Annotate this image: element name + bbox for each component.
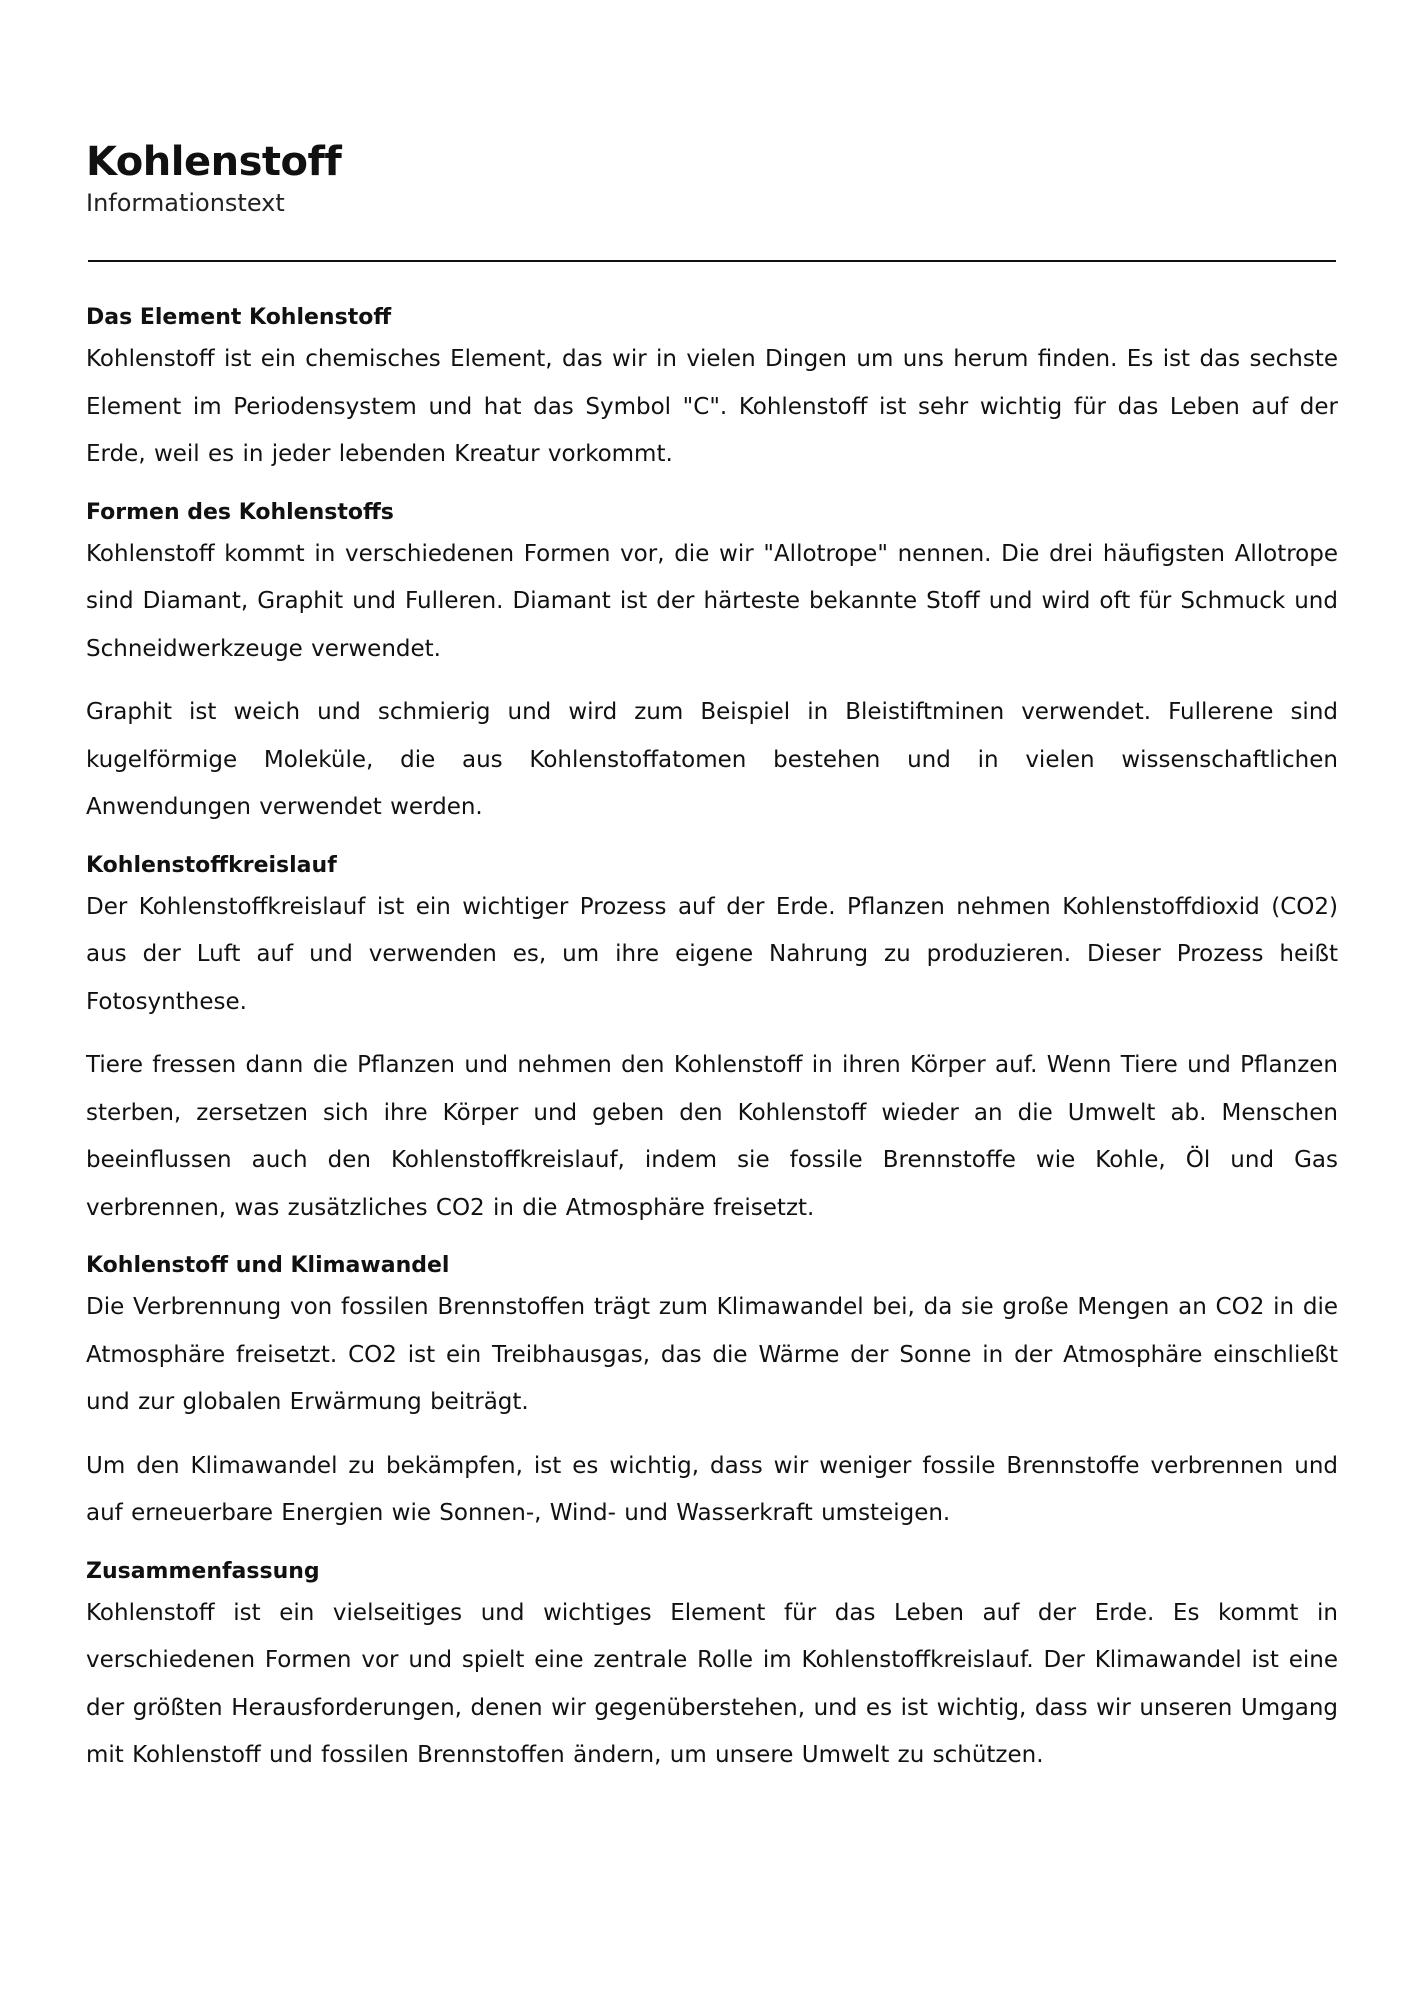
paragraph: Die Verbrennung von fossilen Brennstoffen trägt zum Klimawandel bei, da sie große Mengen an CO2 in die Atmosphäre freisetzt. CO2 ist ein Treibhausgas, das die Wärme der Sonne in der Atmosphäre einschließt und zur globalen Erwärmung beiträgt.: [86, 1294, 1338, 1415]
paragraph: Tiere fressen dann die Pflanzen und nehmen den Kohlenstoff in ihren Körper auf. Wenn Tiere und Pflanzen sterben, zersetzen sich ihre Körper und geben den Kohlenstoff wieder an die Umwelt ab. Menschen beeinflussen auch den Kohlenstoffkreislauf, indem sie fossile Brennstoffe wie Kohle, Öl und Gas verbrennen, was zusätzliches CO2 in die Atmosphäre freisetzt.: [86, 1052, 1338, 1221]
section-carbon-cycle: [86, 848, 1338, 1233]
document-page: [86, 136, 1338, 1780]
section-summary: [86, 1554, 1338, 1780]
section-heading: Das Element Kohlenstoff: [86, 305, 392, 330]
section-heading: Zusammenfassung: [86, 1558, 320, 1584]
paragraph: Kohlenstoff ist ein vielseitiges und wichtiges Element für das Leben auf der Erde. Es kommt in verschiedenen Formen vor und spielt eine zentrale Rolle im Kohlenstoffkreislauf. Der Klimawandel ist eine der größten Herausforderungen, denen wir gegenüberstehen, und es ist wichtig, dass wir unseren Umgang mit Kohlenstoff und fossilen Brennstoffen ändern, um unsere Umwelt zu schützen.: [86, 1599, 1338, 1768]
section-heading: Formen des Kohlenstoffs: [86, 499, 394, 525]
paragraph: Graphit ist weich und schmierig und wird zum Beispiel in Bleistiftminen verwendet. Fullerene sind kugelförmige Moleküle, die aus Kohlenstoffatomen bestehen und in vielen wissenschaftlichen Anwendungen verwendet werden.: [86, 699, 1338, 820]
document-title: Kohlenstoff: [86, 139, 342, 185]
section-element: [86, 300, 1338, 479]
document-subtitle: Informationstext: [86, 189, 285, 217]
document-content: [86, 300, 1338, 1780]
section-climate-change: [86, 1248, 1338, 1538]
title-divider: [88, 260, 1336, 262]
paragraph: Kohlenstoff kommt in verschiedenen Formen vor, die wir "Allotrope" nennen. Die drei häufigsten Allotrope sind Diamant, Graphit und Fulleren. Diamant ist der härteste bekannte Stoff und wird oft für Schmuck und Schneidwerkzeuge verwendet.: [86, 540, 1338, 662]
section-heading: Kohlenstoff und Klimawandel: [86, 1253, 450, 1278]
paragraph: Um den Klimawandel zu bekämpfen, ist es wichtig, dass wir weniger fossile Brennstoffe verbrennen und auf erneuerbare Energien wie Sonnen-, Wind- und Wasserkraft umsteigen.: [86, 1452, 1338, 1526]
section-forms: [86, 495, 1338, 832]
paragraph: Der Kohlenstoffkreislauf ist ein wichtiger Prozess auf der Erde. Pflanzen nehmen Kohlenstoffdioxid (CO2) aus der Luft auf und verwenden es, um ihre eigene Nahrung zu produzieren. Dieser Prozess heißt Fotosynthese.: [86, 893, 1338, 1015]
paragraph: Kohlenstoff ist ein chemisches Element, das wir in vielen Dingen um uns herum finden. Es ist das sechste Element im Periodensystem und hat das Symbol "C". Kohlenstoff ist sehr wichtig für das Leben auf der Erde, weil es in jeder lebenden Kreatur vorkommt.: [86, 346, 1338, 467]
section-heading: Kohlenstoffkreislauf: [86, 852, 337, 878]
